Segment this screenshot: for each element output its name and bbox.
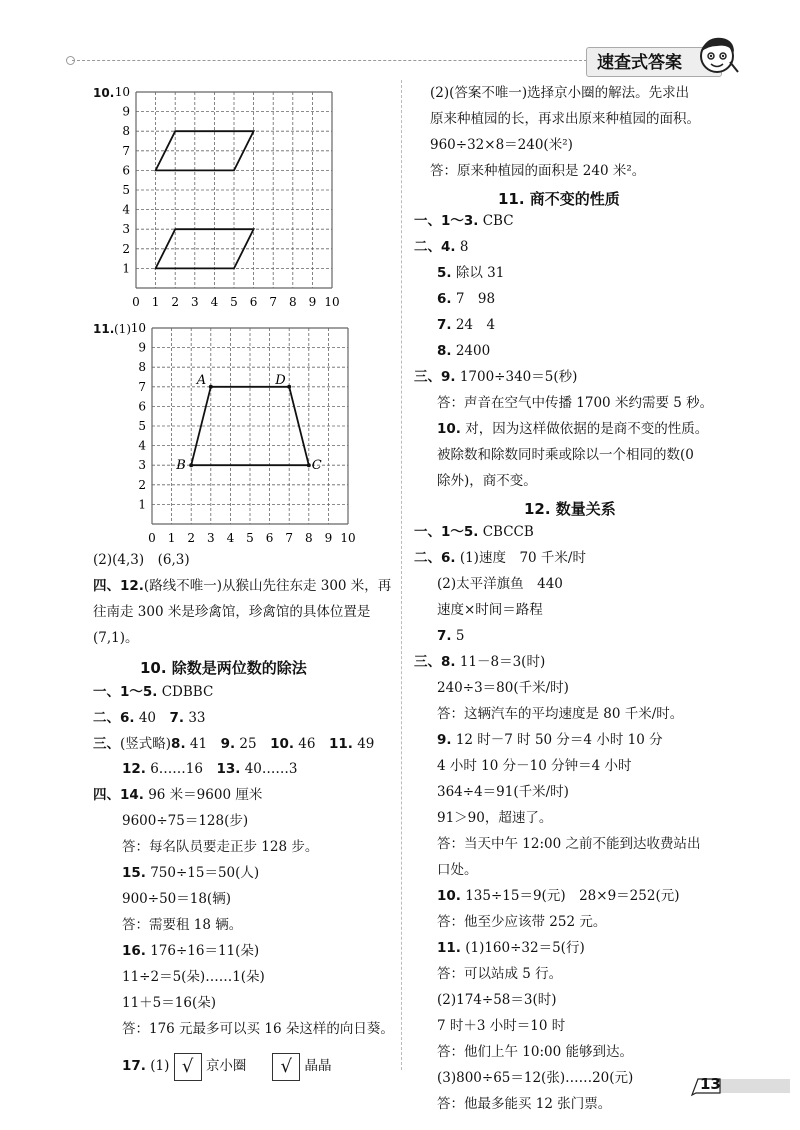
answer-line: 答：每名队员要走正步 128 步。 bbox=[122, 839, 319, 855]
y-tick-label: 8 bbox=[138, 360, 146, 375]
vertex-point bbox=[209, 385, 213, 389]
answer-line: 4 小时 10 分－10 分钟＝4 小时 bbox=[437, 758, 632, 774]
answer-line: 一、1～3. CBC bbox=[414, 213, 514, 229]
answer-line: 11÷2＝5(朵)……1(朵) bbox=[122, 969, 265, 985]
answer-line: 答：176 元最多可以买 16 朵这样的向日葵。 bbox=[122, 1021, 394, 1037]
y-tick-label: 1 bbox=[138, 497, 146, 512]
x-tick-label: 9 bbox=[324, 531, 333, 545]
x-tick-label: 0 bbox=[132, 295, 140, 309]
answer-line: 三、(竖式略)8. 41 9. 25 10. 46 11. 49 bbox=[93, 736, 375, 752]
y-tick-label: 1 bbox=[122, 261, 130, 276]
x-tick-label: 7 bbox=[285, 531, 294, 545]
answer-line: 17. (1) √ 京小圈 √ 晶晶 bbox=[122, 1052, 331, 1081]
y-tick-label: 3 bbox=[138, 458, 146, 473]
y-tick-label: 8 bbox=[122, 124, 130, 139]
y-tick-label: 7 bbox=[122, 143, 130, 158]
x-tick-label: 0 bbox=[148, 531, 156, 545]
answer-line: 三、8. 11－8＝3(时) bbox=[414, 654, 546, 670]
x-tick-label: 10 bbox=[324, 295, 340, 309]
x-tick-label: 2 bbox=[187, 531, 196, 545]
q10-label: 10. bbox=[93, 86, 115, 100]
answer-line: (7,1)。 bbox=[93, 630, 139, 646]
answer-line: 240÷3＝80(千米/时) bbox=[437, 680, 569, 696]
answer-line: 16. 176÷16＝11(朵) bbox=[122, 943, 260, 959]
answer-line: 四、12.(路线不唯一)从猴山先往东走 300 米，再 bbox=[93, 578, 392, 594]
vertex-point bbox=[287, 385, 291, 389]
x-tick-label: 1 bbox=[167, 531, 176, 545]
vertex-point bbox=[189, 463, 193, 467]
answer-line: 364÷4＝91(千米/时) bbox=[437, 784, 569, 800]
y-tick-label: 6 bbox=[122, 163, 130, 178]
x-tick-label: 1 bbox=[151, 295, 160, 309]
answer-line: 9. 12 时－7 时 50 分＝4 小时 10 分 bbox=[437, 732, 663, 748]
y-tick-label: 6 bbox=[138, 399, 146, 414]
column-divider bbox=[401, 80, 402, 1070]
header-title: 速查式答案 bbox=[586, 47, 722, 77]
answer-line: (2)174÷58＝3(时) bbox=[437, 992, 557, 1008]
answer-line: 11＋5＝16(朵) bbox=[122, 995, 216, 1011]
answer-line: 11. (1)160÷32＝5(行) bbox=[437, 940, 585, 956]
answer-line: 四、14. 96 米＝9600 厘米 bbox=[93, 787, 263, 803]
answer-line: 12. 6……16 13. 40……3 bbox=[122, 761, 298, 777]
answer-line: 10. 135÷15＝9(元) 28×9＝252(元) bbox=[437, 888, 680, 904]
section-title: 10. 除数是两位数的除法 bbox=[140, 659, 307, 677]
answer-line: 答：这辆汽车的平均速度是 80 千米/时。 bbox=[437, 706, 684, 722]
x-tick-label: 9 bbox=[308, 295, 317, 309]
x-tick-label: 5 bbox=[246, 531, 254, 545]
answer-line: 答：原来种植园的面积是 240 米²。 bbox=[430, 163, 646, 179]
x-tick-label: 2 bbox=[171, 295, 180, 309]
answer-line: 除外)，商不变。 bbox=[437, 473, 537, 489]
answer-line: 15. 750÷15＝50(人) bbox=[122, 865, 260, 881]
answer-line: 7 时＋3 小时＝10 时 bbox=[437, 1018, 566, 1034]
answer-line: 5. 除以 31 bbox=[437, 265, 505, 281]
answer-line: 6. 7 98 bbox=[437, 291, 496, 307]
answer-line: 二、6. (1)速度 70 千米/时 bbox=[414, 550, 586, 566]
x-tick-label: 7 bbox=[269, 295, 278, 309]
answer-line: 10. 对，因为这样做依据的是商不变的性质。 bbox=[437, 421, 709, 437]
x-tick-label: 8 bbox=[304, 531, 313, 545]
mascot-icon bbox=[692, 32, 742, 82]
answer-line: (2)(4,3) (6,3) bbox=[93, 552, 190, 568]
answer-line: 答：他至少应该带 252 元。 bbox=[437, 914, 607, 930]
y-tick-label: 5 bbox=[122, 183, 130, 197]
y-tick-label: 10 bbox=[114, 85, 130, 99]
answer-line: 9600÷75＝128(步) bbox=[122, 813, 249, 829]
answer-line: (2)太平洋旗鱼 440 bbox=[437, 576, 563, 592]
y-tick-label: 4 bbox=[138, 438, 146, 453]
answer-line: 7. 24 4 bbox=[437, 317, 496, 333]
answer-line: 7. 5 bbox=[437, 628, 465, 644]
answer-line: 答：他们上午 10:00 能够到达。 bbox=[437, 1044, 633, 1060]
answer-line: 960÷32×8＝240(米²) bbox=[430, 137, 573, 153]
y-tick-label: 5 bbox=[138, 419, 146, 433]
answer-line: 答：需要租 18 辆。 bbox=[122, 917, 243, 933]
vertex-label: A bbox=[196, 372, 207, 388]
answer-line: 原来种植园的长，再求出原来种植园的面积。 bbox=[430, 111, 700, 127]
x-tick-label: 10 bbox=[340, 531, 356, 545]
x-tick-label: 3 bbox=[206, 531, 215, 545]
x-tick-label: 4 bbox=[210, 295, 219, 309]
vertex-label: C bbox=[311, 458, 322, 474]
y-tick-label: 9 bbox=[122, 104, 130, 119]
header-rule bbox=[72, 60, 587, 61]
checkbox-icon: √ bbox=[174, 1053, 202, 1081]
x-tick-label: 6 bbox=[249, 295, 258, 309]
section-title: 12. 数量关系 bbox=[524, 500, 616, 518]
answer-line: 口处。 bbox=[437, 862, 478, 878]
answer-line: (2)(答案不唯一)选择京小圈的解法。先求出 bbox=[430, 85, 690, 101]
vertex-label: D bbox=[275, 372, 286, 388]
y-tick-label: 2 bbox=[138, 477, 146, 492]
answer-line: 91＞90，超速了。 bbox=[437, 810, 553, 826]
answer-line: 答：声音在空气中传播 1700 米约需要 5 秒。 bbox=[437, 395, 714, 411]
section-title: 11. 商不变的性质 bbox=[498, 190, 620, 208]
x-tick-label: 5 bbox=[230, 295, 238, 309]
answer-line: 8. 2400 bbox=[437, 343, 491, 359]
vertex-point bbox=[307, 463, 311, 467]
y-tick-label: 2 bbox=[122, 241, 130, 256]
y-tick-label: 9 bbox=[138, 340, 146, 355]
answer-line: 900÷50＝18(辆) bbox=[122, 891, 231, 907]
answer-line: 一、1～5. CBCCB bbox=[414, 524, 534, 540]
x-tick-label: 3 bbox=[190, 295, 199, 309]
coordinate-grid-2 bbox=[128, 318, 368, 548]
page-number: 13 bbox=[700, 1075, 721, 1093]
answer-line: 答：当天中午 12:00 之前不能到达收费站出 bbox=[437, 836, 701, 852]
q11-label: 11. bbox=[93, 322, 115, 336]
vertex-label: B bbox=[176, 458, 186, 474]
answer-line: 答：可以站成 5 行。 bbox=[437, 966, 563, 982]
x-tick-label: 4 bbox=[226, 531, 235, 545]
y-tick-label: 4 bbox=[122, 202, 130, 217]
answer-line: 二、6. 40 7. 33 bbox=[93, 710, 206, 726]
x-tick-label: 6 bbox=[265, 531, 274, 545]
x-tick-label: 8 bbox=[288, 295, 297, 309]
answer-line: 往南走 300 米是珍禽馆，珍禽馆的具体位置是 bbox=[93, 604, 371, 620]
answer-line: 一、1～5. CDBBC bbox=[93, 684, 214, 700]
answer-line: 答：他最多能买 12 张门票。 bbox=[437, 1096, 612, 1112]
answer-line: 被除数和除数同时乘或除以一个相同的数(0 bbox=[437, 447, 694, 463]
checkbox-icon: √ bbox=[272, 1053, 300, 1081]
answer-line: 三、9. 1700÷340＝5(秒) bbox=[414, 369, 578, 385]
y-tick-label: 7 bbox=[138, 379, 146, 394]
y-tick-label: 3 bbox=[122, 222, 130, 237]
coordinate-grid-1 bbox=[110, 82, 350, 312]
q11-sublabel: (1) bbox=[114, 322, 131, 336]
y-tick-label: 10 bbox=[130, 321, 146, 335]
answer-line: 速度×时间＝路程 bbox=[437, 602, 543, 618]
answer-line: 二、4. 8 bbox=[414, 239, 469, 255]
answer-line: (3)800÷65＝12(张)……20(元) bbox=[437, 1070, 634, 1086]
